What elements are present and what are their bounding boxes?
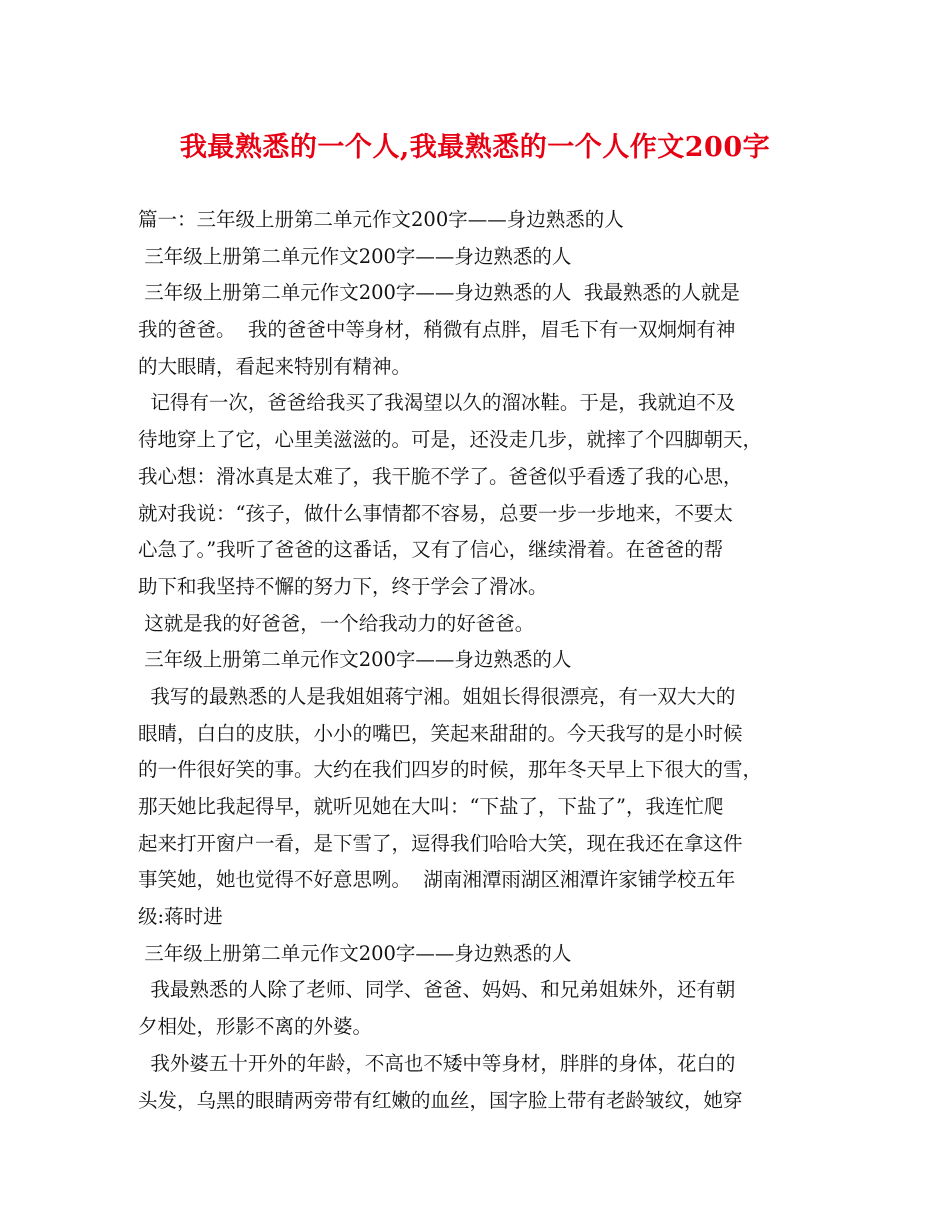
text-line: 三年级上册第二单元作文200字——身边熟悉的人	[138, 244, 572, 268]
text-line: 的一件很好笑的事。大约在我们四岁的时候，那年冬天早上下很大的雪，	[138, 758, 763, 782]
text-line: 头发，乌黑的眼睛两旁带有红嫩的血丝，国字脸上带有老龄皱纹，她穿	[138, 1088, 743, 1112]
text-line: 三年级上册第二单元作文200字——身边熟悉的人	[138, 941, 572, 965]
text-line: 我最熟悉的人除了老师、同学、爸爸、妈妈、和兄弟姐妹外，还有朝	[138, 978, 736, 1002]
text-line: 我的爸爸。 我的爸爸中等身材，稍微有点胖，眉毛下有一双炯炯有神	[138, 318, 736, 342]
text-line: 助下和我坚持不懈的努力下，终于学会了滑冰。	[138, 574, 548, 598]
text-line: 起来打开窗户一看，是下雪了，逗得我们哈哈大笑，现在我还在拿这件	[138, 831, 743, 855]
text-line: 我心想：滑冰真是太难了，我干脆不学了。爸爸似乎看透了我的心思，	[138, 464, 743, 488]
essay-body	[138, 202, 818, 1119]
page-title: 我最熟悉的一个人,我最熟悉的一个人作文200字	[179, 132, 771, 163]
text-line: 我写的最熟悉的人是我姐姐蒋宁湘。姐姐长得很漂亮，有一双大大的	[138, 684, 736, 708]
text-line: 三年级上册第二单元作文200字——身边熟悉的人	[138, 648, 572, 672]
text-line: 待地穿上了它，心里美滋滋的。可是，还没走几步，就摔了个四脚朝天，	[138, 428, 763, 452]
text-line: 篇一：三年级上册第二单元作文200字——身边熟悉的人	[138, 208, 624, 231]
text-line: 这就是我的好爸爸，一个给我动力的好爸爸。	[138, 611, 535, 635]
text-line: 就对我说：“孩子，做什么事情都不容易，总要一步一步地来，不要太	[138, 501, 733, 525]
text-line: 事笑她，她也觉得不好意思咧。 湖南湘潭雨湖区湘潭许家铺学校五年	[138, 868, 736, 892]
text-line: 我外婆五十开外的年龄，不高也不矮中等身材，胖胖的身体，花白的	[138, 1051, 736, 1075]
text-line: 的大眼睛，看起来特别有精神。	[138, 354, 412, 378]
text-line: 心急了。”我听了爸爸的这番话，又有了信心，继续滑着。在爸爸的帮	[138, 538, 724, 562]
text-line: 级:蒋时进	[138, 905, 223, 929]
text-line: 记得有一次，爸爸给我买了我渴望以久的溜冰鞋。于是，我就迫不及	[138, 391, 736, 415]
text-line: 眼睛，白白的皮肤，小小的嘴巴，笑起来甜甜的。今天我写的是小时候	[138, 721, 743, 745]
text-line: 那天她比我起得早，就听见她在大叫：“下盐了，下盐了”，我连忙爬	[138, 795, 724, 818]
text-line: 三年级上册第二单元作文200字——身边熟悉的人 我最熟悉的人就是	[138, 281, 740, 305]
text-line: 夕相处，形影不离的外婆。	[138, 1015, 373, 1039]
